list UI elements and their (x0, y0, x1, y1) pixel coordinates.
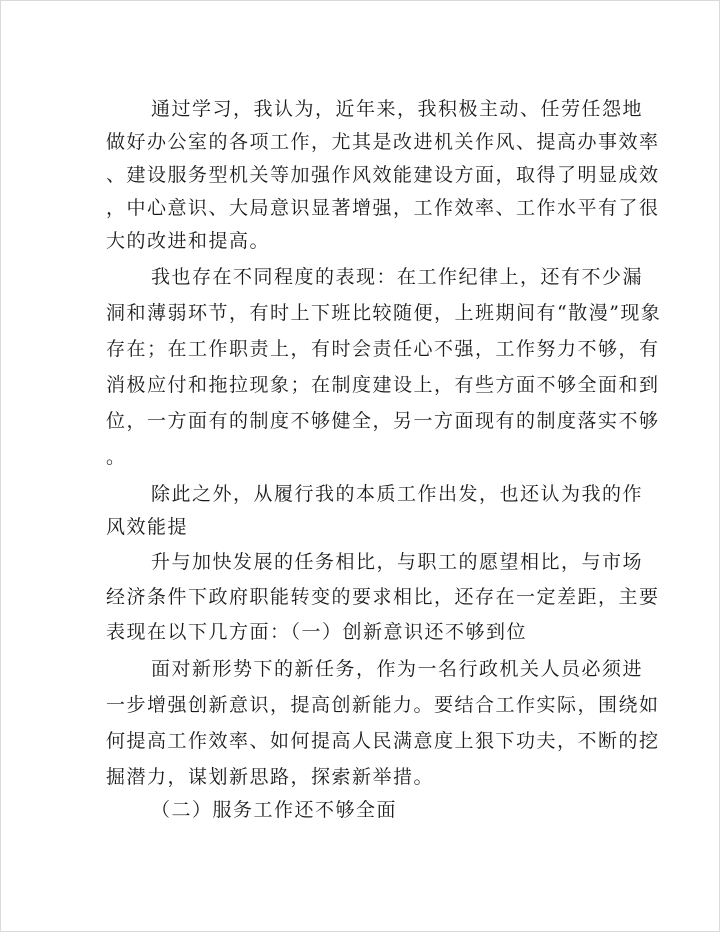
text-line: 掘潜力，谋划新思路，探索新举措。 (106, 766, 435, 788)
text-line: 位，一方面有的制度不够健全，另一方面现有的制度落实不够 (106, 410, 660, 432)
text-line: 表现在以下几方面：（一）创新意识还不够到位 (106, 621, 528, 643)
text-line: 面对新形势下的新任务，作为一名行政机关人员必须进 (151, 658, 644, 680)
text-line: 存在；在工作职责上，有时会责任心不强，工作努力不够，有 (106, 338, 660, 360)
text-line: 、建设服务型机关等加强作风效能建设方面，取得了明显成效 (106, 164, 660, 186)
section-heading: （二）服务工作还不够全面 (151, 799, 398, 821)
text-line: 洞和薄弱环节，有时上下班比较随便，上班期间有“散漫”现象 (106, 302, 662, 324)
text-line: 我也存在不同程度的表现：在工作纪律上，还有不少漏 (151, 266, 644, 288)
text-line: 风效能提 (106, 516, 189, 538)
text-line: 通过学习，我认为，近年来，我积极主动、任劳任怨地 (151, 98, 644, 120)
text-line: 一步增强创新意识，提高创新能力。要结合工作实际，围绕如 (106, 694, 660, 716)
text-line: ，中心意识、大局意识显著增强，工作效率、工作水平有了很 (106, 197, 660, 219)
text-line: 消极应付和拖拉现象；在制度建设上，有些方面不够全面和到 (106, 374, 660, 396)
text-line: 除此之外，从履行我的本质工作出发，也还认为我的作 (151, 483, 644, 505)
text-line: 大的改进和提高。 (106, 230, 271, 252)
text-line: 经济条件下政府职能转变的要求相比，还存在一定差距，主要 (106, 586, 660, 608)
text-line: 做好办公室的各项工作，尤其是改进机关作风、提高办事效率 (106, 131, 660, 153)
text-line: 升与加快发展的任务相比，与职工的愿望相比，与市场 (151, 551, 644, 573)
text-line: 。 (106, 446, 127, 468)
text-line: 何提高工作效率、如何提高人民满意度上狠下功夫，不断的挖 (106, 730, 660, 752)
